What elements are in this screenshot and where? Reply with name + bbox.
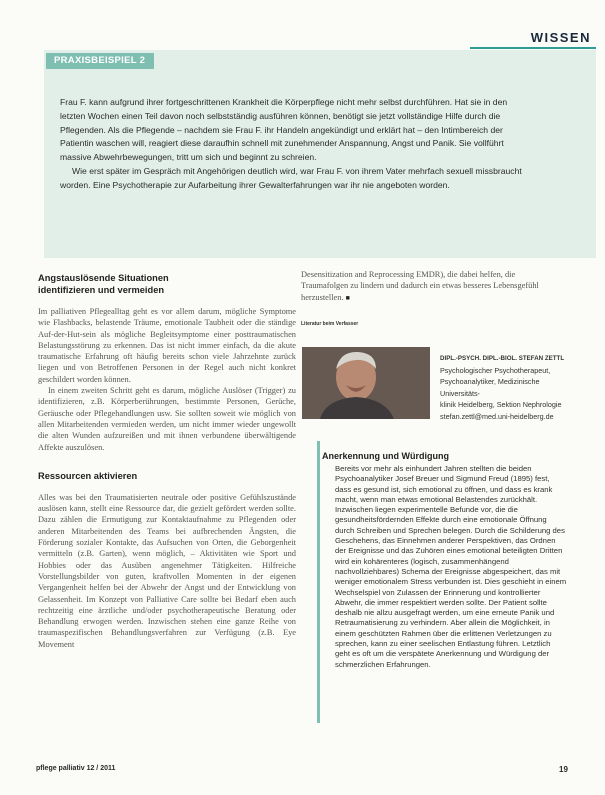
left-column [38,272,296,650]
page-number: 19 [559,765,568,774]
body-paragraph: Alles was bei den Traumatisierten neutrale oder positive Gefühlszustände auslösen kann, stellt eine Ressource dar, die gezielt gefördert werden sollte. Dazu zählen die Ermutigung zur Kontaktaufnahme zu Pflegenden oder anderen Mitarbeitenden des Teams bei aufbrechenden Ängsten, die Förderung sozialer Kontakte, das Aufsuchen von Orten, die Geborgenheit vermitteln (z.B. Garten), wenn möglich, – Aktivitäten wie Sport und Hobbies oder das Ausüben angenehmer Tätigkeiten. Hilfreiche Vorstellungsbilder von guten, kraftvollen Momenten in der eigenen Vergangenheit helfen bei der Abwehr der Angst und der Entwicklung von Gelassenheit. Im Konzept von Palliative Care sollte bei Bedarf eben auch rechtzeitig eine ärztliche und/oder psychotherapeutische Beratung oder Behandlung erwogen werden. Inzwischen stehen eine ganze Reihe von traumaspezifischen Behandlungsverfahren zur Verfügung (z.B. Eye Movement [38,492,296,649]
continuation-text: Desensitization and Reprocessing EMDR), die dabei helfen, die Traumafolgen zu lindern und dadurch ein etwas besseres Lebensgefühl herzustellen. [301,270,539,302]
heading-activate-resources: Ressourcen aktivieren [38,470,138,481]
case-paragraph: Frau F. kann aufgrund ihrer fortgeschrittenen Krankheit die Körperpflege nicht mehr selbst durchführen. Hat sie in den letzten Wochen einen Teil davon noch selbstständig ausführen können, benötigt sie jetzt vollständige Hilfe durch die Pflegenden. Als die Pflegende – nachdem sie Frau F. ihr Handeln angekündigt und erklärt hat – den Intimbereich der Patientin waschen will, reagiert diese daraufhin schnell mit zunehmender Anspannung, Angst und Panik. Sie vollführt massive Abwehrbewegungen, tritt um sich und beginnt zu schreien. [60,97,508,163]
author-email[interactable]: stefan.zettl@med.uni-heidelberg.de [440,411,554,421]
case-paragraph: Wie erst später im Gespräch mit Angehörigen deutlich wird, war Frau F. von ihrem Vater mehrfach sexuell missbraucht worden. Eine Psychotherapie zur Aufarbeitung ihrer Gewalterfahrungen war ihr nie angeboten worden. [60,165,522,190]
author-line: Psychologischer Psychotherapeut, [440,365,551,375]
acknowledgement-text: Bereits vor mehr als einhundert Jahren stellten die beiden Psychoanalytiker Josef Breuer und Sigmund Freud (1895) fest, dass es gesund ist, sich emotional zu öffnen, und dass es krank macht, wenn man etwas emotional Belastendes zurückhält. Inzwischen liegen experimentelle Befunde vor, die die gesundheitsfördernden Effekte durch eine emotionale Öffnung durch Schreiben und Sprechen belegen. Durch die Schilderung des Geschehens, das Einnehmen anderer Perspektiven, das Ordnen der Ereignisse und das Zuhören eines emotional beteiligten Dritten wird ein kohärenteres (logisch, zusammenhängend nachvollziehbares) Schema der Ereignisse abgespeichert, das mit weniger emotionalem Stress verbunden ist. Dies geschieht in einem Wechselspiel von Zulassen der Erinnerung und kontrollierter Abwehr, die immer respektiert werden sollte. Der Patient sollte deshalb nie allzu ausgefragt werden, um eine erneute Panik und Retraumatisierung zu verhindern. Aber allein die Möglichkeit, in einem geschützten Rahmen über die erlittenen Verletzungen zu sprechen, kann zu einer seelischen Entlastung führen. Letztlich geht es oft um die verspätete Anerkennung und Würdigung der schmerzlichen Erfahrungen. [335,464,567,669]
literature-note: Literatur beim Verfasser [301,321,359,327]
case-example-label: PRAXISBEISPIEL 2 [46,53,154,69]
body-paragraph: In einem zweiten Schritt geht es darum, mögliche Auslöser (Trigger) zu identifizieren, z.B. Körperberührungen, bestimmte Personen, Gerüche, Geräusche oder Pflegehandlungen usw. Sie sollten soweit wie möglich von allen Mitarbeitenden vermieden werden, um nicht immer wieder ungewollt die alten Wunden aufzureißen und mit ihnen verbundene überwältigende Affekte auszulösen. [38,386,296,452]
section-tag: WISSEN [530,30,591,45]
acknowledgement-title: Anerkennung und Würdigung [322,451,449,461]
author-info [440,353,580,422]
section-rule [470,47,596,49]
journal-footer: pflege palliativ 12 / 2011 [36,765,116,772]
author-portrait-image [302,347,430,419]
case-example-text [60,96,530,193]
author-line: Psychoanalytiker, Medizinische Universitäts- [440,377,540,398]
right-column-continuation [301,269,563,304]
author-name: DIPL.-PSYCH. DIPL.-BIOL. STEFAN ZETTL [440,355,565,362]
end-mark: ■ [345,293,350,302]
heading-trigger-situations [38,272,296,296]
heading-line: Angstauslösende Situationen [38,273,169,283]
author-photo [302,347,430,419]
heading-line: identifizieren und vermeiden [38,285,165,295]
author-line: klinik Heidelberg, Sektion Nephrologie [440,400,562,409]
acknowledgement-accent-bar [317,441,320,723]
body-paragraph: Im palliativen Pflegealltag geht es vor allem darum, mögliche Symptome wie Flashbacks, belastende Träume, emotionale Taubheit oder die ständige Auf-der-Hut-sein als mögliche Begleitsymptome einer posttraumatischen Belastungsstörung zu erkennen. Das ist nicht immer einfach, da die akute traumatische Erfahrung oft häufig bereits schon viele Jahrzehnte zurück liegen und von Betroffenen Personen in der Regel auch nicht konkret geschildert worden können. [38,307,296,384]
